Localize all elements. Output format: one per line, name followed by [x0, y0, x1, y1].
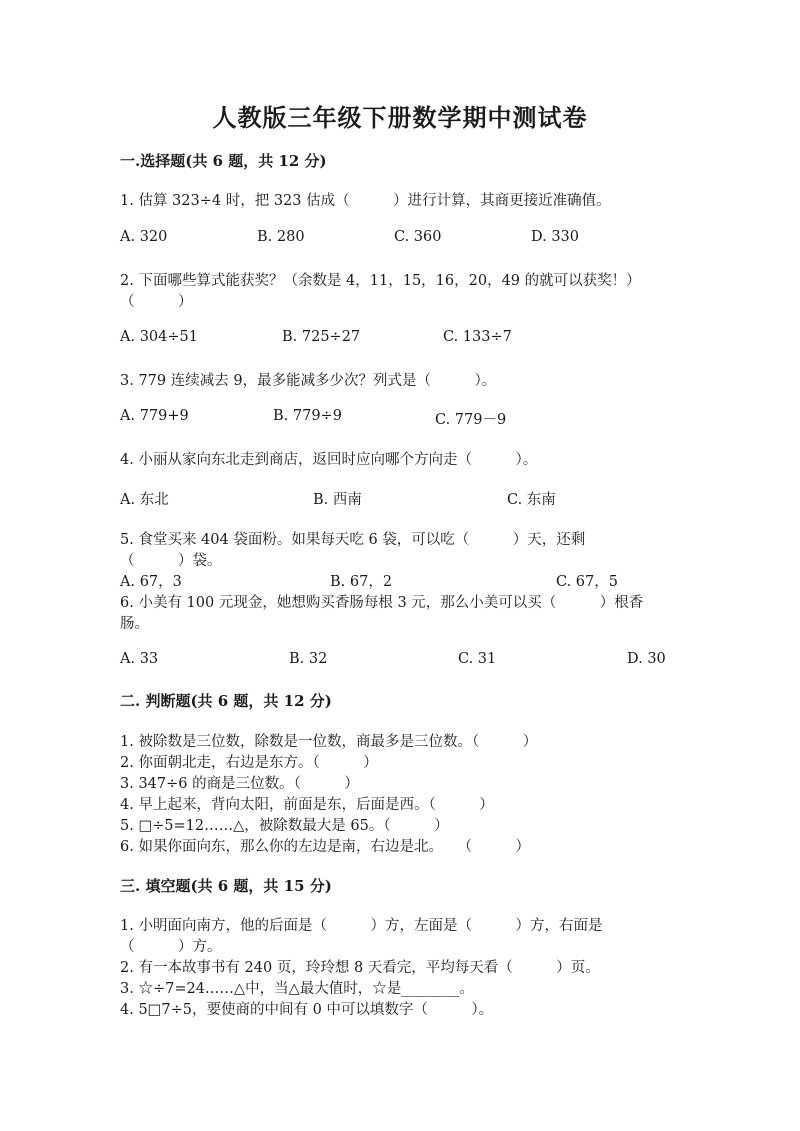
question-3-option-c: C. 779－9 — [435, 412, 507, 428]
question-1-option-a: A. 320 — [120, 229, 168, 245]
question-6-option-c: C. 31 — [458, 651, 497, 667]
question-2-option-c: C. 133÷7 — [443, 329, 512, 345]
question-1-option-d: D. 330 — [531, 229, 580, 245]
judge-item-4: 4. 早上起来，背向太阳，前面是东，后面是西。（ ） — [120, 797, 494, 813]
judge-item-2: 2. 你面朝北走，右边是东方。（ ） — [120, 755, 378, 771]
fill-item-4: 4. 5□7÷5，要使商的中间有 0 中可以填数字（ ）。 — [120, 1002, 494, 1018]
question-6-text: 6. 小美有 100 元现金，她想购买香肠每根 3 元，那么小美可以买（ ）根香 — [120, 595, 644, 611]
question-6-option-d: D. 30 — [627, 651, 666, 667]
question-4-option-b: B. 西南 — [313, 492, 362, 508]
question-3-text: 3. 779 连续减去 9，最多能减多少次？列式是（ ）。 — [120, 373, 497, 389]
question-2-text: 2. 下面哪些算式能获奖？（余数是 4，11，15，16，20，49 的就可以获奖！） — [120, 273, 641, 289]
question-5-option-b: B. 67，2 — [330, 574, 393, 590]
question-6-option-b: B. 32 — [289, 651, 328, 667]
question-5-text: 5. 食堂买来 404 袋面粉。如果每天吃 6 袋，可以吃（ ）天，还剩 — [120, 532, 586, 548]
question-4-option-a: A. 东北 — [120, 492, 169, 508]
judge-item-6: 6. 如果你面向东，那么你的左边是南，右边是北。 （ ） — [120, 839, 530, 855]
judge-item-1: 1. 被除数是三位数，除数是一位数，商最多是三位数。（ ） — [120, 734, 538, 750]
judge-item-5: 5. □÷5=12……△，被除数最大是 65。（ ） — [120, 818, 449, 834]
fill-item-1-cont: （ ）方。 — [120, 939, 222, 955]
question-6-option-a: A. 33 — [120, 651, 159, 667]
question-1-option-c: C. 360 — [394, 229, 442, 245]
question-4-option-c: C. 东南 — [507, 492, 556, 508]
page-title: 人教版三年级下册数学期中测试卷 — [212, 103, 588, 132]
question-4-text: 4. 小丽从家向东北走到商店，返回时应向哪个方向走（ ）。 — [120, 452, 538, 468]
fill-item-2: 2. 有一本故事书有 240 页，玲玲想 8 天看完，平均每天看（ ）页。 — [120, 960, 600, 976]
question-5-text-cont: （ ）袋。 — [120, 553, 222, 569]
question-3-option-a: A. 779+9 — [120, 408, 189, 424]
question-2-option-b: B. 725÷27 — [282, 329, 361, 345]
section-heading-choice: 一.选择题(共 6 题，共 12 分) — [120, 152, 327, 170]
question-2-option-a: A. 304÷51 — [120, 329, 198, 345]
judge-item-3: 3. 347÷6 的商是三位数。（ ） — [120, 776, 359, 792]
question-5-option-c: C. 67，5 — [556, 574, 618, 590]
fill-item-3: 3. ☆÷7=24……△中，当△最大值时，☆是________。 — [120, 981, 474, 997]
question-6-text-cont: 肠。 — [120, 616, 149, 632]
section-heading-fill: 三. 填空题(共 6 题，共 15 分) — [120, 877, 332, 895]
question-1-text: 1. 估算 323÷4 时，把 323 估成（ ）进行计算，其商更接近准确值。 — [120, 193, 611, 209]
fill-item-1: 1. 小明面向南方，他的后面是（ ）方，左面是（ ）方，右面是 — [120, 918, 603, 934]
question-5-option-a: A. 67，3 — [120, 574, 182, 590]
question-1-option-b: B. 280 — [257, 229, 305, 245]
section-heading-judge: 二. 判断题(共 6 题，共 12 分) — [120, 692, 332, 710]
question-2-text-cont: （ ） — [120, 294, 193, 310]
question-3-option-b: B. 779÷9 — [273, 408, 342, 424]
